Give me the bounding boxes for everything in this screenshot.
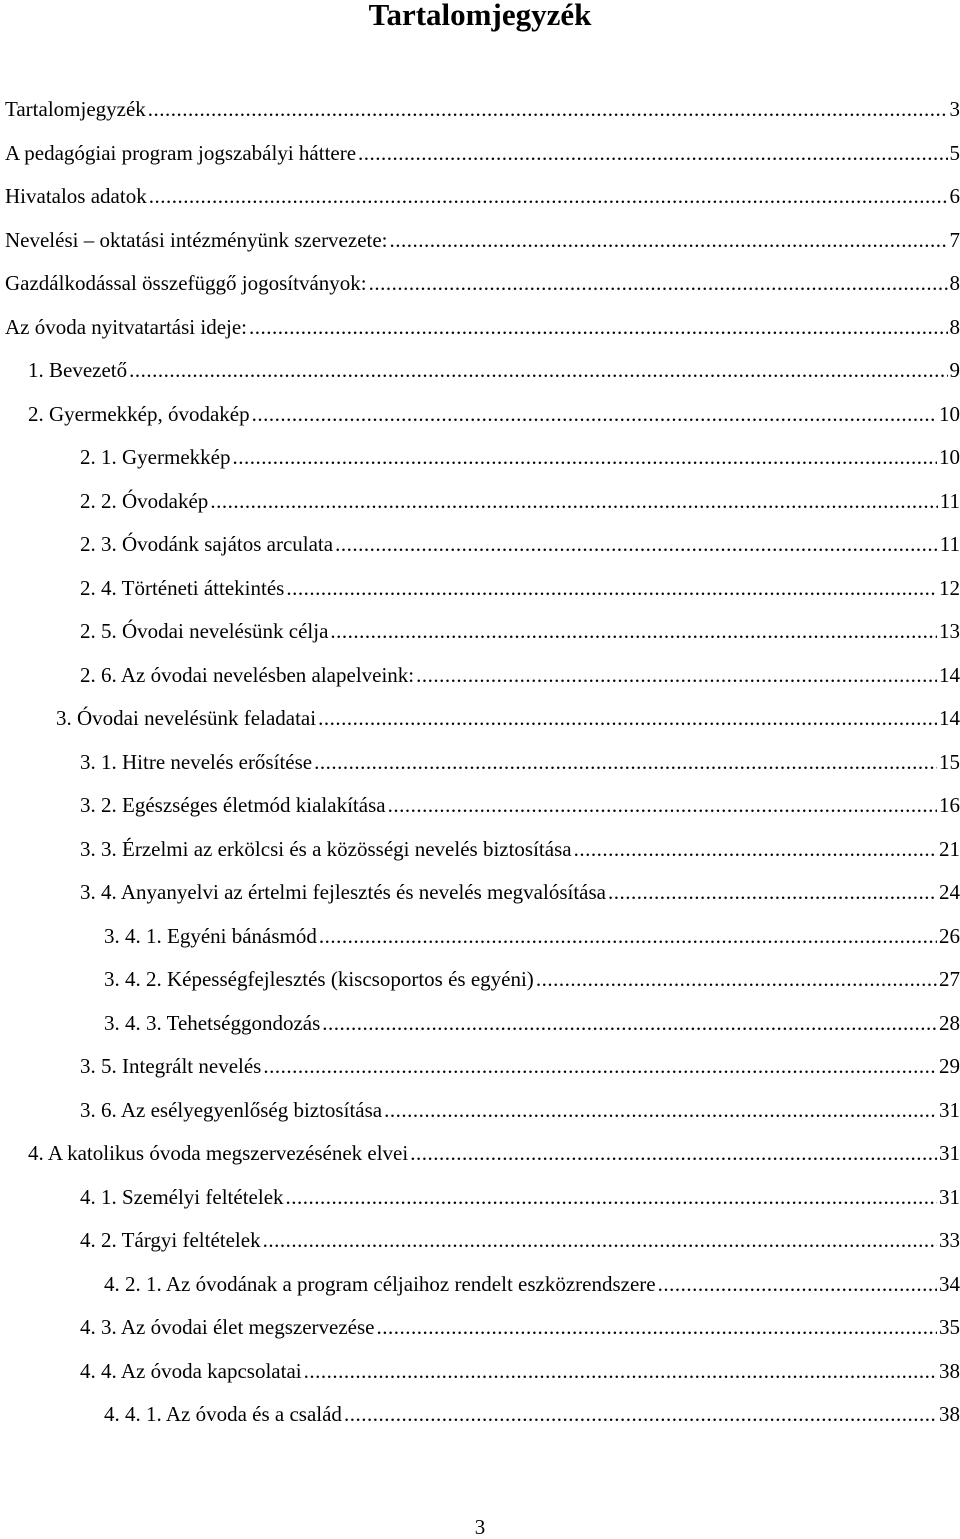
dot-leader: [252, 393, 937, 437]
toc-entry-label: 4. 4. 1. Az óvoda és a család: [104, 1402, 342, 1426]
dot-leader: [574, 828, 937, 872]
dot-leader: [149, 175, 948, 219]
dot-leader: [286, 1176, 937, 1220]
toc-entry-page: 10: [939, 401, 960, 426]
toc-entry[interactable]: [5, 828, 960, 872]
dot-leader: [210, 480, 937, 524]
dot-leader: [658, 1263, 937, 1307]
toc-entry-page: 38: [939, 1402, 960, 1426]
toc-entry[interactable]: [5, 1306, 960, 1350]
dot-leader: [390, 219, 948, 263]
toc-entry-label: 2. 5. Óvodai nevelésünk célja: [80, 619, 329, 643]
toc-entry[interactable]: [5, 1176, 960, 1220]
dot-leader: [335, 523, 938, 567]
toc-entry-page: 31: [939, 1184, 960, 1209]
toc-entry-label: 2. Gyermekkép, óvodakép: [28, 401, 250, 426]
toc-entry[interactable]: [5, 1393, 960, 1437]
toc-entry[interactable]: [5, 523, 960, 567]
toc-entry-page: 24: [939, 880, 960, 904]
toc-entry-page: 27: [939, 967, 960, 991]
toc-entry-page: 7: [949, 227, 960, 252]
dot-leader: [536, 958, 937, 1002]
toc-entry-label: 2. 1. Gyermekkép: [80, 445, 231, 469]
toc-entry-page: 14: [939, 662, 960, 687]
dot-leader: [249, 306, 947, 350]
toc-entry-label: 4. 3. Az óvodai élet megszervezése: [80, 1315, 375, 1339]
dot-leader: [384, 1089, 937, 1133]
toc-entry-page: 13: [939, 619, 960, 643]
toc-entry-label: 3. Óvodai nevelésünk feladatai: [56, 706, 317, 730]
dot-leader: [416, 654, 937, 698]
toc-entry-page: 8: [949, 314, 960, 339]
table-of-contents: [5, 88, 960, 1437]
toc-entry[interactable]: [5, 741, 960, 785]
dot-leader: [319, 915, 937, 959]
dot-leader: [263, 1219, 937, 1263]
dot-leader: [410, 1132, 937, 1176]
toc-entry-label: 2. 6. Az óvodai nevelésben alapelveink:: [80, 662, 415, 687]
toc-entry-label: 2. 4. Történeti áttekintés: [80, 575, 285, 600]
toc-entry[interactable]: [5, 915, 960, 959]
toc-entry-page: 9: [949, 358, 960, 382]
toc-entry[interactable]: [5, 1089, 960, 1133]
toc-entry-page: 31: [939, 1097, 960, 1122]
dot-leader: [608, 871, 937, 915]
dot-leader: [318, 697, 937, 741]
toc-entry-page: 8: [949, 271, 960, 295]
dot-leader: [314, 741, 937, 785]
toc-entry[interactable]: [5, 349, 960, 393]
toc-entry-page: 12: [939, 575, 960, 600]
dot-leader: [286, 567, 937, 611]
toc-entry[interactable]: [5, 610, 960, 654]
toc-entry-label: 3. 2. Egészséges életmód kialakítása: [80, 793, 386, 817]
toc-entry-page: 11: [939, 488, 960, 513]
toc-entry-label: 3. 6. Az esélyegyenlőség biztosítása: [80, 1097, 383, 1122]
dot-leader: [376, 1306, 937, 1350]
toc-entry-page: 6: [949, 184, 960, 208]
toc-entry-page: 5: [949, 140, 960, 165]
toc-entry-page: 16: [939, 793, 960, 817]
toc-entry[interactable]: [5, 697, 960, 741]
toc-entry[interactable]: [5, 175, 960, 219]
toc-entry[interactable]: [5, 262, 960, 306]
toc-entry[interactable]: [5, 1219, 960, 1263]
toc-entry-label: Hivatalos adatok: [5, 184, 147, 208]
dot-leader: [304, 1350, 937, 1394]
toc-entry[interactable]: [5, 567, 960, 611]
toc-entry-label: 3. 1. Hitre nevelés erősítése: [80, 749, 313, 774]
toc-entry-label: Nevelési – oktatási intézményünk szervezete:: [5, 227, 388, 252]
toc-entry[interactable]: [5, 393, 960, 437]
page-number: 3: [474, 1515, 486, 1539]
toc-entry-label: 4. 4. Az óvoda kapcsolatai: [80, 1358, 302, 1383]
dot-leader: [232, 436, 937, 480]
toc-entry[interactable]: [5, 958, 960, 1002]
toc-entry-label: 4. 2. Tárgyi feltételek: [80, 1228, 261, 1252]
toc-entry-page: 28: [939, 1010, 960, 1035]
document-title: Tartalomjegyzék: [368, 0, 592, 32]
toc-entry[interactable]: [5, 132, 960, 176]
toc-entry-label: 4. 2. 1. Az óvodának a program céljaihoz rendelt eszközrendszere: [104, 1271, 656, 1296]
toc-entry[interactable]: [5, 219, 960, 263]
toc-entry[interactable]: [5, 784, 960, 828]
toc-entry-page: 26: [939, 923, 960, 948]
toc-entry-label: 3. 4. 3. Tehetséggondozás: [104, 1010, 321, 1035]
toc-entry-label: 2. 2. Óvodakép: [80, 488, 209, 513]
toc-entry-page: 35: [939, 1315, 960, 1339]
dot-leader: [330, 610, 937, 654]
toc-entry-label: 3. 4. 2. Képességfejlesztés (kiscsoportos és egyéni): [104, 967, 534, 991]
toc-entry[interactable]: [5, 88, 960, 132]
toc-entry-page: 38: [939, 1358, 960, 1383]
toc-entry[interactable]: [5, 480, 960, 524]
toc-entry[interactable]: [5, 654, 960, 698]
toc-entry-label: 1. Bevezető: [28, 358, 128, 382]
toc-entry-label: 3. 3. Érzelmi az erkölcsi és a közösségi nevelés biztosítása: [80, 836, 572, 861]
dot-leader: [263, 1045, 937, 1089]
toc-entry-page: 31: [939, 1141, 960, 1165]
dot-leader: [129, 349, 947, 393]
toc-entry-label: 4. A katolikus óvoda megszervezésének elvei: [28, 1141, 409, 1165]
toc-entry[interactable]: [5, 1132, 960, 1176]
toc-entry[interactable]: [5, 436, 960, 480]
toc-entry-label: 3. 4. Anyanyelvi az értelmi fejlesztés és nevelés megvalósítása: [80, 880, 606, 904]
dot-leader: [148, 88, 948, 132]
toc-entry-label: 3. 5. Integrált nevelés: [80, 1054, 262, 1078]
dot-leader: [388, 784, 937, 828]
toc-entry-page: 15: [939, 749, 960, 774]
toc-entry-label: A pedagógiai program jogszabályi háttere: [5, 140, 357, 165]
toc-entry-label: 2. 3. Óvodánk sajátos arculata: [80, 532, 334, 556]
toc-entry-label: 3. 4. 1. Egyéni bánásmód: [104, 923, 317, 948]
toc-entry[interactable]: [5, 1045, 960, 1089]
dot-leader: [358, 132, 947, 176]
dot-leader: [369, 262, 948, 306]
toc-entry-label: Gazdálkodással összefüggő jogosítványok:: [5, 271, 367, 295]
toc-entry[interactable]: [5, 1263, 960, 1307]
toc-entry-page: 10: [939, 445, 960, 469]
toc-entry[interactable]: [5, 871, 960, 915]
toc-entry-page: 21: [939, 836, 960, 861]
dot-leader: [322, 1002, 937, 1046]
toc-entry[interactable]: [5, 1002, 960, 1046]
toc-entry-page: 33: [939, 1228, 960, 1252]
toc-entry-page: 3: [949, 97, 960, 121]
toc-entry-page: 11: [939, 532, 960, 556]
toc-entry-label: Tartalomjegyzék: [5, 97, 146, 121]
toc-entry-page: 14: [939, 706, 960, 730]
toc-entry-page: 34: [939, 1271, 960, 1296]
toc-entry[interactable]: [5, 306, 960, 350]
toc-entry-label: 4. 1. Személyi feltételek: [80, 1184, 284, 1209]
toc-entry[interactable]: [5, 1350, 960, 1394]
dot-leader: [344, 1393, 937, 1437]
toc-entry-label: Az óvoda nyitvatartási ideje:: [5, 314, 248, 339]
toc-entry-page: 29: [939, 1054, 960, 1078]
